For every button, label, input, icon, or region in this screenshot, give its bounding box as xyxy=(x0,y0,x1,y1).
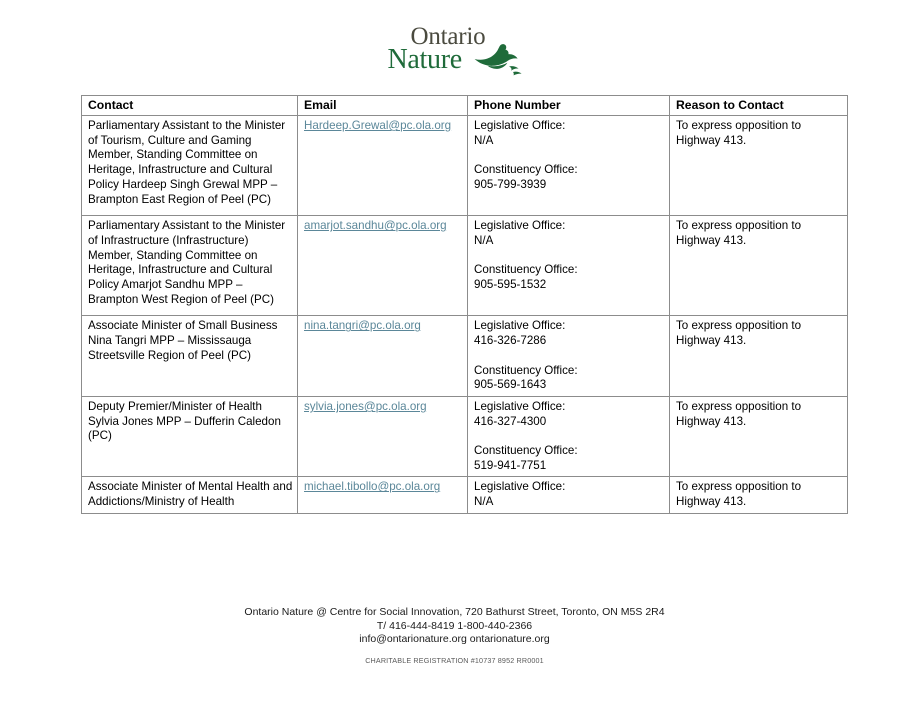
cell-email xyxy=(298,396,468,477)
cell-contact: Associate Minister of Small Business Nina Tangri MPP – Mississauga Streetsville Region of Peel (PC) xyxy=(82,316,298,397)
email-link[interactable]: sylvia.jones@pc.ola.org xyxy=(304,399,427,413)
column-header-contact: Contact xyxy=(82,96,298,116)
constituency-office-value: 905-595-1532 xyxy=(474,278,547,292)
footer-charitable-registration: CHARITABLE REGISTRATION #10737 8952 RR0001 xyxy=(365,655,544,665)
cell-reason: To express opposition to Highway 413. xyxy=(670,477,848,513)
legislative-office-value: N/A xyxy=(474,495,494,509)
cell-phone xyxy=(468,116,670,216)
legislative-office-label: Legislative Office: xyxy=(474,219,566,233)
legislative-office-value: 416-326-7286 xyxy=(474,334,547,348)
email-link[interactable]: Hardeep.Grewal@pc.ola.org xyxy=(304,119,452,132)
spacer xyxy=(474,349,665,364)
email-link[interactable]: michael.tibollo@pc.ola.org xyxy=(304,480,441,494)
mpp-contact-table xyxy=(81,95,848,514)
spacer xyxy=(474,148,665,163)
logo-text-ontario: Ontario xyxy=(410,23,486,50)
legislative-office-label: Legislative Office: xyxy=(474,480,566,494)
column-header-email: Email xyxy=(298,96,468,116)
legislative-office-label: Legislative Office: xyxy=(474,399,566,413)
constituency-office-value: 905-569-1643 xyxy=(474,378,547,392)
ontario-nature-logo xyxy=(0,23,909,85)
spacer xyxy=(474,249,665,264)
legislative-office-label: Legislative Office: xyxy=(474,319,566,333)
footer-address: Ontario Nature @ Centre for Social Innovation, 720 Bathurst Street, Toronto, ON M5S 2R4 xyxy=(244,606,665,618)
logo-text-nature: Nature xyxy=(387,44,462,75)
constituency-office-value: 519-941-7751 xyxy=(474,458,547,472)
cell-email xyxy=(298,477,468,513)
cell-contact: Deputy Premier/Minister of Health Sylvia Jones MPP – Dufferin Caledon (PC) xyxy=(82,396,298,477)
cell-email xyxy=(298,116,468,216)
constituency-office-label: Constituency Office: xyxy=(474,444,578,458)
spacer xyxy=(474,429,665,444)
cell-phone xyxy=(468,216,670,316)
constituency-office-value: 905-799-3939 xyxy=(474,177,547,191)
cell-phone xyxy=(468,316,670,397)
page-footer xyxy=(0,606,909,666)
cell-phone xyxy=(468,396,670,477)
table-row xyxy=(82,216,848,316)
email-link[interactable]: nina.tangri@pc.ola.org xyxy=(304,319,421,333)
legislative-office-value: N/A xyxy=(474,233,494,247)
legislative-office-label: Legislative Office: xyxy=(474,119,566,132)
cell-email xyxy=(298,216,468,316)
table-row xyxy=(82,116,848,216)
footer-web: info@ontarionature.org ontarionature.org xyxy=(359,633,550,646)
logo-inner xyxy=(387,23,522,80)
column-header-phone: Phone Number xyxy=(468,96,670,116)
cell-reason: To express opposition to Highway 413. xyxy=(670,216,848,316)
cell-contact: Associate Minister of Mental Health and Addictions/Ministry of Health xyxy=(82,477,298,513)
cell-phone xyxy=(468,477,670,513)
table-row xyxy=(82,477,848,513)
table-header-row xyxy=(82,96,848,116)
legislative-office-value: 416-327-4300 xyxy=(474,414,547,428)
cell-reason: To express opposition to Highway 413. xyxy=(670,396,848,477)
cell-reason: To express opposition to Highway 413. xyxy=(670,116,848,216)
cell-email xyxy=(298,316,468,397)
flying-loon-icon xyxy=(469,43,523,77)
table-row xyxy=(82,396,848,477)
cell-contact: Parliamentary Assistant to the Minister of Infrastructure (Infrastructure) Member, Standing Committee on Heritage, Infrastructure and Cultural Policy Amarjot Sandhu MPP – Brampton West Region of Peel (PC) xyxy=(82,216,298,316)
email-link[interactable]: amarjot.sandhu@pc.ola.org xyxy=(304,219,447,233)
footer-phone: T/ 416-444-8419 1-800-440-2366 xyxy=(376,619,533,632)
cell-contact: Parliamentary Assistant to the Minister of Tourism, Culture and Gaming Member, Standing Committee on Heritage, Infrastructure and Cultural Policy Hardeep Singh Grewal MPP – Brampton East Region of Peel (PC) xyxy=(82,116,298,216)
constituency-office-label: Constituency Office: xyxy=(474,363,578,377)
column-header-reason: Reason to Contact xyxy=(670,96,848,116)
cell-reason: To express opposition to Highway 413. xyxy=(670,316,848,397)
table-row xyxy=(82,316,848,397)
constituency-office-label: Constituency Office: xyxy=(474,163,578,177)
legislative-office-value: N/A xyxy=(474,133,494,147)
constituency-office-label: Constituency Office: xyxy=(474,263,578,277)
